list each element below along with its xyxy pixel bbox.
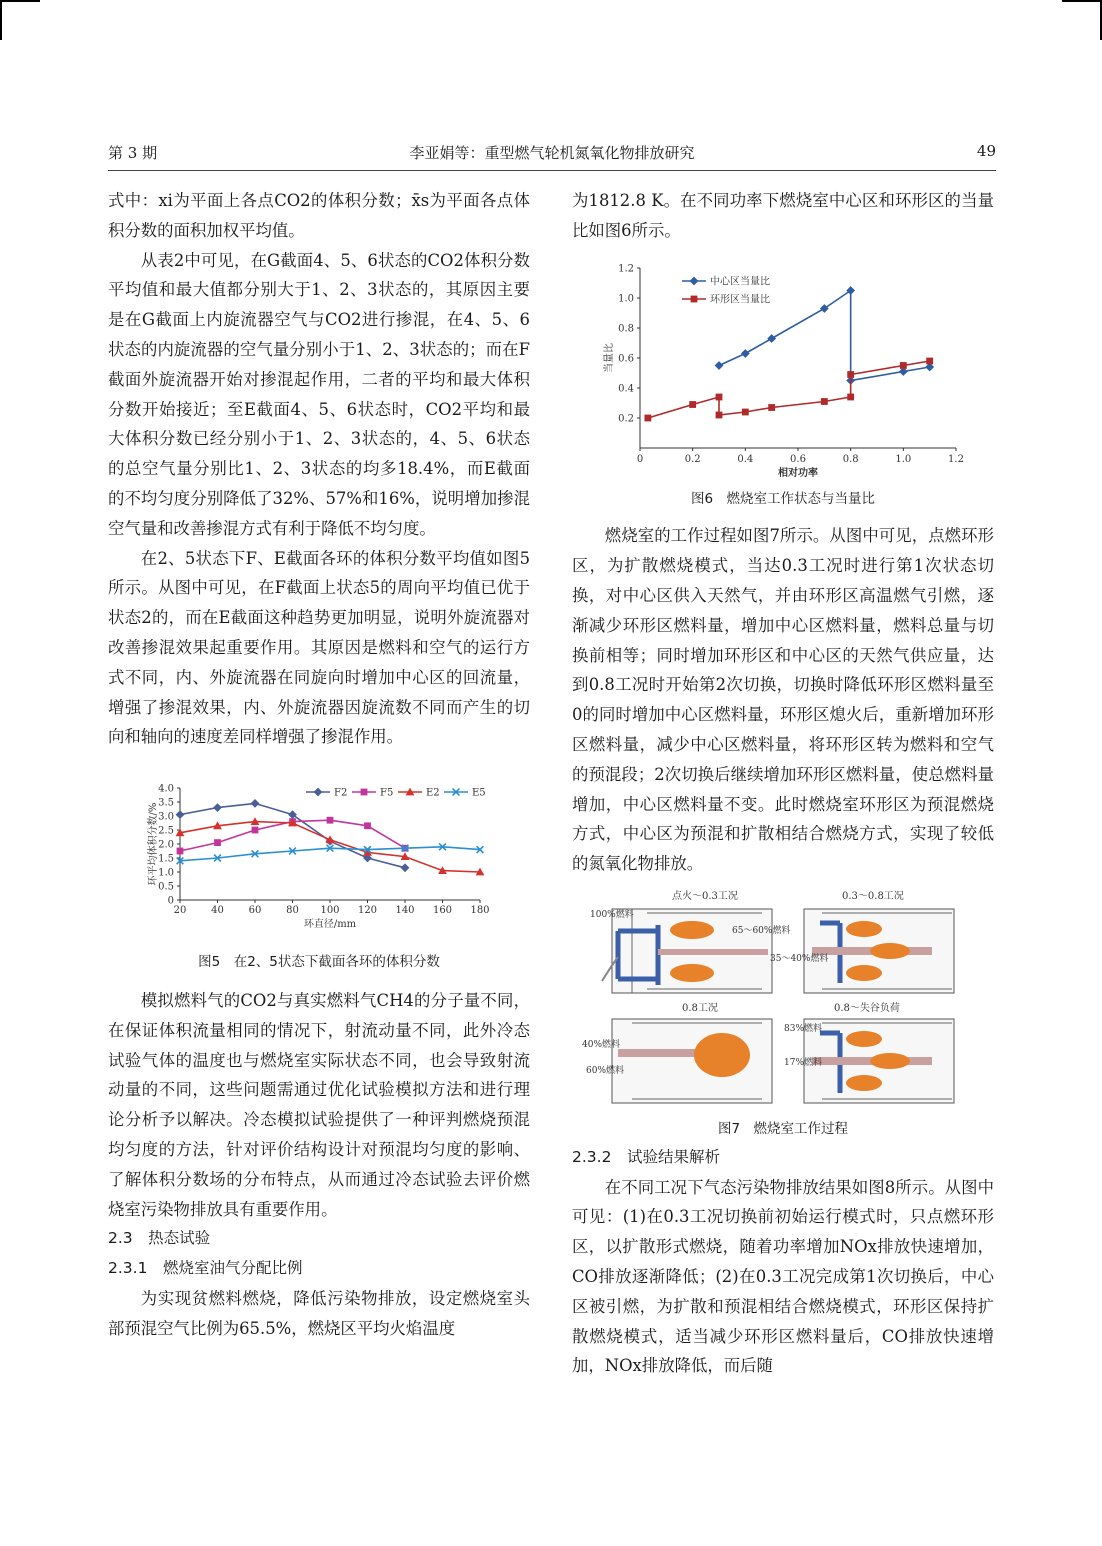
data-point [401, 864, 410, 873]
y-tick-label: 2.5 [158, 825, 174, 837]
legend-label: 中心区当量比 [710, 276, 770, 288]
data-point [689, 401, 696, 408]
data-point [690, 276, 699, 285]
x-tick-label: 0.2 [684, 453, 701, 465]
figure-5 [108, 780, 530, 972]
data-point [742, 408, 749, 415]
subsection-heading: 2.3.1 燃烧室油气分配比例 [108, 1259, 303, 1278]
crop-mark [0, 0, 40, 2]
fuel-label: 100%燃料 [590, 909, 634, 920]
y-tick-label: 0.5 [158, 881, 174, 893]
paragraph: 在不同工况下气态污染物排放结果如图8所示。从图中可见：(1)在0.3工况切换前初始运行模式时，只点燃环形区，以扩散形式燃烧，随着功率增加NOx排放快速增加，CO排放逐渐降低；(2)在0.3工况完成第1次切换后，中心区被引燃，为扩散和预混相结合燃烧模式，环形区保持扩散燃烧模式，适当减少环形区燃料量后，CO排放快速增加，NOx排放降低，而后随 [572, 1177, 994, 1376]
paragraph: 模拟燃料气的CO2与真实燃料气CH4的分子量不同，在保证体积流量相同的情况下，射流动量不同，此外冷态试验气体的温度也与燃烧室实际状态不同，也会导致射流动量的不同，这些问题需通过优化试验模拟方法和进行理论分析予以解决。冷态模拟试验提供了一种评判燃烧预混均匀度的方法，针对评价结构设计对预混均匀度的影响、了解体积分数场的分布特点，从而通过冷态试验去评价燃烧室污染物排放具有重要作用。 [108, 990, 530, 1219]
panel-switch-1 [770, 890, 954, 993]
fuel-label: 40%燃料 [582, 1039, 621, 1050]
panel-title: 0.3～0.8工况 [842, 890, 904, 902]
data-point [767, 334, 776, 343]
legend-label: E5 [472, 787, 486, 799]
x-tick-label: 40 [211, 905, 224, 917]
y-tick-label: 1.0 [158, 867, 174, 879]
figure-7 [572, 887, 994, 1139]
data-point [716, 411, 723, 418]
x-tick-label: 180 [470, 905, 490, 917]
running-header [108, 142, 996, 168]
x-tick-label: 60 [248, 905, 262, 917]
paragraph: 式中：xi为平面上各点CO2的体积分数；x̄s为平面各点体积分数的面积加权平均值。 [108, 191, 530, 240]
x-tick-label: 0.8 [842, 453, 859, 465]
legend-label: 环形区当量比 [710, 294, 770, 306]
figure-6-caption: 图6 燃烧室工作状态与当量比 [690, 491, 876, 508]
y-tick-label: 0.4 [618, 383, 634, 395]
y-tick-label: 3.5 [158, 797, 174, 809]
data-point [327, 817, 334, 824]
x-tick-label: 100 [320, 905, 340, 917]
section-heading: 2.3 热态试验 [108, 1229, 211, 1248]
legend-label: F2 [334, 787, 348, 799]
data-point [177, 848, 184, 855]
crop-mark [1062, 0, 1102, 2]
data-point [645, 414, 652, 421]
figure-5-chart [108, 780, 530, 938]
data-point [213, 803, 222, 812]
series-line [648, 361, 930, 418]
fuel-label: 65～60%燃料 [732, 925, 791, 936]
paragraph: 为1812.8 K。在不同功率下燃烧室中心区和环形区的当量比如图6所示。 [572, 191, 994, 240]
data-point [846, 286, 855, 295]
x-tick-label: 0.6 [790, 453, 806, 465]
left-column [108, 186, 530, 1344]
legend-label: E2 [426, 787, 440, 799]
fuel-label: 60%燃料 [586, 1065, 625, 1076]
crop-mark [0, 0, 2, 40]
subsection-heading: 2.3.2 试验结果解析 [572, 1147, 720, 1166]
figure-7-caption: 图7 燃烧室工作过程 [717, 1120, 849, 1137]
data-point [314, 788, 323, 797]
x-axis-label: 环直径/mm [303, 919, 357, 931]
data-point [214, 839, 221, 846]
data-point [900, 362, 907, 369]
paragraph: 在2、5状态下F、E截面各环的体积分数平均值如图5所示。从图中可见，在F截面上状态5的周向平均值已优于状态2的，而在E截面这种趋势更加明显，说明外旋流器对改善掺混效果起重要作用。其原因是燃料和空气的运行方式不同，内、外旋流器在同旋向时增加中心区的回流量，增强了掺混效果，内、外旋流器因旋流数不同而产生的切向和轴向的速度差同样增强了掺混作用。 [108, 548, 530, 747]
page-number: 49 [976, 142, 996, 160]
panel-title: 点火～0.3工况 [672, 890, 738, 902]
data-point [252, 827, 259, 834]
figure-6-chart [572, 256, 994, 480]
x-tick-label: 20 [173, 905, 187, 917]
fuel-label: 17%燃料 [784, 1057, 823, 1068]
fuel-label: 35～40%燃料 [770, 953, 829, 964]
data-point [926, 357, 933, 364]
data-point [741, 349, 750, 358]
paragraph: 从表2中可见，在G截面4、5、6状态的CO2体积分数平均值和最大值都分别大于1、2、3状态的，其原因主要是在G截面上内旋流器空气与CO2进行掺混，在4、5、6状态的内旋流器的空气量分别小于1、2、3状态的；而在F截面外旋流器开始对掺混起作用，二者的平均和最大体积分数开始接近；至E截面4、5、6状态时，CO2平均和最大体积分数已经分别小于1、2、3状态的，4、5、6状态的总空气量分别比1、2、3状态的均多18.4%，而E截面的不均匀度分别降低了32%、57%和16%，说明增加掺混空气量和改善掺混方式有利于降低不均匀度。 [108, 250, 530, 538]
data-point [176, 810, 185, 819]
y-tick-label: 1.0 [618, 293, 634, 305]
y-tick-label: 0 [167, 895, 174, 907]
right-column [572, 186, 994, 1381]
legend-label: F5 [380, 787, 394, 799]
x-tick-label: 1.0 [895, 453, 912, 465]
figure-5-caption: 图5 在2、5状态下截面各环的体积分数 [198, 953, 440, 970]
x-tick-label: 0.4 [737, 453, 754, 465]
x-tick-label: 160 [432, 905, 453, 917]
data-point [847, 393, 854, 400]
fuel-label: 83%燃料 [784, 1023, 823, 1034]
data-point [715, 361, 724, 370]
panel-title: 0.8工况 [682, 1002, 718, 1014]
x-tick-label: 120 [357, 905, 378, 917]
y-axis-label: 环平均体积分数/% [148, 802, 159, 886]
data-point [847, 371, 854, 378]
data-point [821, 398, 828, 405]
y-tick-label: 1.5 [158, 853, 174, 865]
panel-full-load [784, 1001, 954, 1103]
running-title: 李亚娟等：重型燃气轮机氮氧化物排放研究 [409, 144, 695, 162]
x-tick-label: 80 [286, 905, 299, 917]
figure-6 [572, 256, 994, 510]
x-tick-label: 0 [636, 453, 644, 465]
paragraph: 为实现贫燃料燃烧，降低污染物排放，设定燃烧室头部预混空气比例为65.5%，燃烧区平均火焰温度 [108, 1288, 530, 1338]
y-tick-label: 3.0 [158, 811, 174, 823]
y-tick-label: 0.8 [618, 323, 634, 335]
header-rule [108, 170, 996, 171]
y-tick-label: 0.2 [618, 413, 634, 425]
y-axis-label: 当量比 [604, 342, 615, 373]
x-tick-label: 140 [395, 905, 415, 917]
y-tick-label: 0.6 [618, 353, 634, 365]
x-tick-label: 1.2 [948, 453, 964, 465]
figure-7-diagram [572, 887, 994, 1109]
panel-08 [582, 1002, 772, 1103]
data-point [716, 393, 723, 400]
panel-ignition [590, 889, 790, 993]
paragraph: 燃烧室的工作过程如图7所示。从图中可见，点燃环形区，为扩散燃烧模式，当达0.3工况时进行第1次状态切换，对中心区供入天然气，并由环形区高温燃气引燃，逐渐减少环形区燃料量，增加中心区燃料量，燃料总量与切换前相等；同时增加环形区和中心区的天然气供应量，达到0.8工况时开始第2次切换，切换时降低环形区燃料量至0的同时增加中心区燃料量，环形区熄火后，重新增加环形区燃料量，减少中心区燃料量，将环形区转为燃料和空气的预混段；2次切换后继续增加环形区燃料量，使总燃料量增加，中心区燃料量不变。此时燃烧室环形区为预混燃烧方式，中心区为预混和扩散相结合燃烧方式，实现了较低的氮氧化物排放。 [572, 526, 994, 874]
data-point [691, 295, 698, 302]
issue-number: 第 3 期 [108, 144, 158, 162]
data-point [820, 304, 829, 313]
y-tick-label: 1.2 [618, 263, 634, 275]
data-point [364, 823, 371, 830]
x-axis-label: 相对功率 [778, 467, 818, 479]
data-point [251, 799, 260, 808]
y-tick-label: 4.0 [158, 783, 174, 795]
y-tick-label: 2.0 [158, 839, 174, 851]
panel-title: 0.8～失谷负荷 [834, 1002, 900, 1014]
data-point [768, 404, 775, 411]
data-point [361, 789, 368, 796]
